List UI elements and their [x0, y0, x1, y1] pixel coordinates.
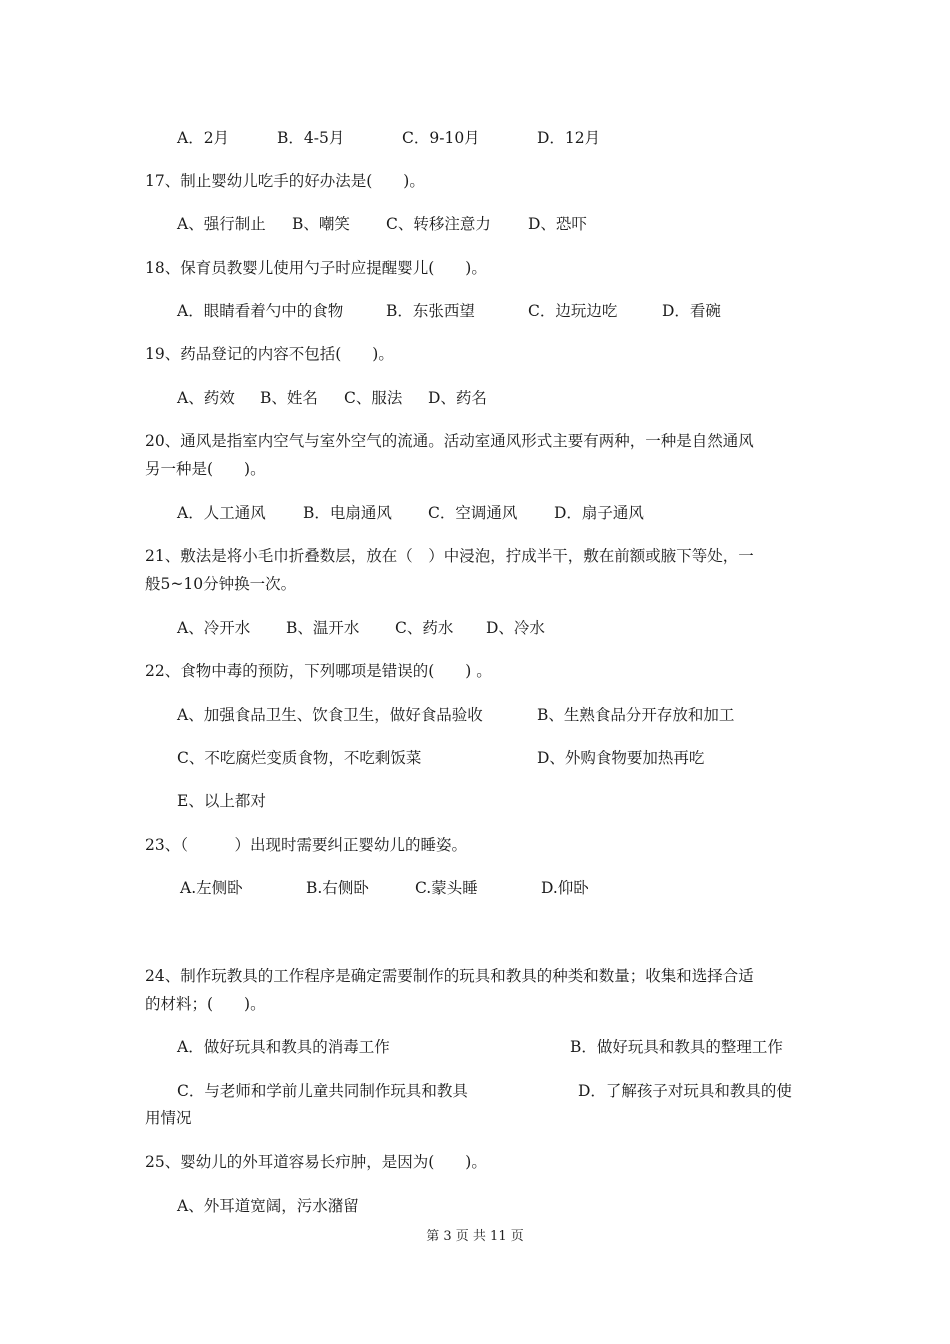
option-e: E、以上都对	[177, 792, 266, 810]
option-d: D、药名	[428, 389, 487, 407]
option-a: A、加强食品卫生、饮食卫生，做好食品验收	[177, 706, 483, 724]
option-a: A.左侧卧	[180, 879, 243, 897]
question-24-stem-line2: 的材料；( )。	[145, 995, 266, 1013]
option-b: B．电扇通风	[303, 504, 392, 522]
option-a: A、冷开水	[177, 619, 251, 637]
option-a: A、强行制止	[177, 215, 266, 233]
option-c: C、不吃腐烂变质食物，不吃剩饭菜	[177, 749, 422, 767]
option-a: A．眼睛看着勺中的食物	[177, 302, 344, 320]
option-b: B．做好玩具和教具的整理工作	[570, 1038, 783, 1056]
option-a: A．人工通风	[177, 504, 266, 522]
option-d: D、外购食物要加热再吃	[537, 749, 705, 767]
question-25-stem: 25、婴幼儿的外耳道容易长疖肿，是因为( )。	[145, 1153, 487, 1171]
option-c: C．空调通风	[428, 504, 518, 522]
question-19-stem: 19、药品登记的内容不包括( )。	[145, 345, 394, 363]
option-c: C、药水	[395, 619, 454, 637]
option-c: C.蒙头睡	[415, 879, 478, 897]
option-b: B．东张西望	[386, 302, 475, 320]
option-c: C．边玩边吃	[528, 302, 618, 320]
option-b: B、生熟食品分开存放和加工	[537, 706, 735, 724]
option-c: C．9-10月	[402, 129, 480, 147]
question-21-stem-line2: 般5~10分钟换一次。	[145, 575, 297, 593]
option-d: D．了解孩子对玩具和教具的使	[578, 1082, 792, 1100]
option-a: A、药效	[177, 389, 235, 407]
option-d: D、恐吓	[528, 215, 587, 233]
question-20-stem-line2: 另一种是( )。	[145, 460, 266, 478]
question-17-stem: 17、制止婴幼儿吃手的好办法是( )。	[145, 172, 425, 190]
option-d: D．12月	[537, 129, 601, 147]
question-23-stem: 23、（ ）出现时需要纠正婴幼儿的睡姿。	[145, 836, 467, 854]
option-d-continued: 用情况	[145, 1109, 192, 1127]
option-c: C、转移注意力	[386, 215, 491, 233]
option-c: C．与老师和学前儿童共同制作玩具和教具	[177, 1082, 468, 1100]
question-20-stem-line1: 20、通风是指室内空气与室外空气的流通。活动室通风形式主要有两种，一种是自然通风	[145, 432, 754, 450]
question-18-stem: 18、保育员教婴儿使用勺子时应提醒婴儿( )。	[145, 259, 487, 277]
option-d: D．扇子通风	[554, 504, 644, 522]
option-d: D.仰卧	[541, 879, 589, 897]
option-b: B.右侧卧	[306, 879, 369, 897]
page-footer: 第 3 页 共 11 页	[426, 1229, 524, 1244]
option-a: A、外耳道宽阔，污水潴留	[177, 1197, 359, 1215]
question-22-stem: 22、食物中毒的预防，下列哪项是错误的( ) 。	[145, 662, 492, 680]
option-a: A．做好玩具和教具的消毒工作	[177, 1038, 390, 1056]
option-d: D．看碗	[662, 302, 721, 320]
option-a: A．2月	[177, 129, 230, 147]
question-24-stem-line1: 24、制作玩教具的工作程序是确定需要制作的玩具和教具的种类和数量；收集和选择合适	[145, 967, 754, 985]
option-b: B、温开水	[286, 619, 360, 637]
question-21-stem-line1: 21、敷法是将小毛巾折叠数层，放在（ ）中浸泡，拧成半干，敷在前额或腋下等处，一	[145, 547, 754, 565]
option-d: D、冷水	[486, 619, 545, 637]
option-b: B、嘲笑	[292, 215, 350, 233]
option-b: B．4-5月	[277, 129, 345, 147]
option-b: B、姓名	[260, 389, 318, 407]
option-c: C、服法	[344, 389, 403, 407]
